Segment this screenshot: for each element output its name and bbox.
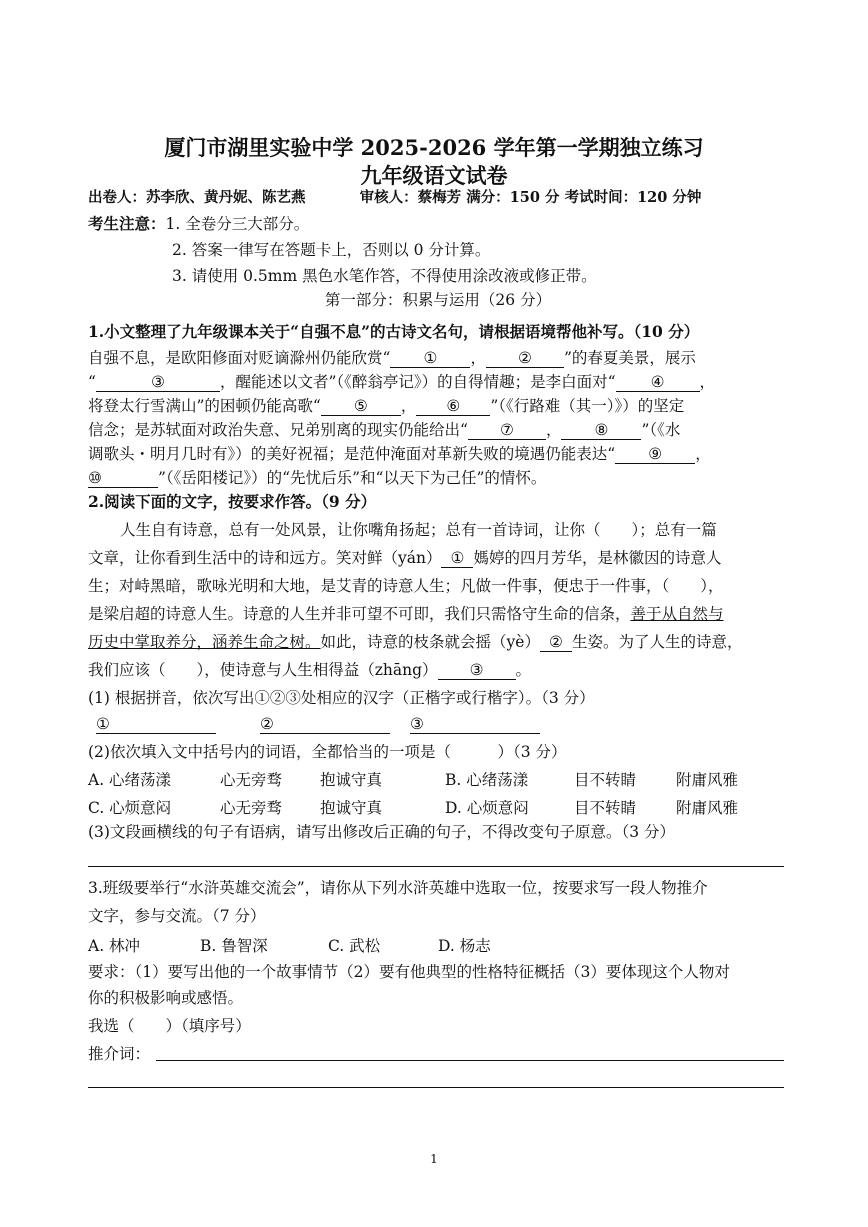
q3-requirement-2: 你的积极影响或感悟。 [88, 989, 244, 1007]
q1-line-6 [88, 468, 788, 488]
note-1: 1. 全卷分三大部分。 [165, 215, 310, 233]
q1-text: 将登太行雪满山”的困顿仍能高歌“ [88, 397, 321, 415]
option-d-3: 附庸风雅 [676, 799, 739, 817]
q3-stem-2: 文字，参与交流。（7 分） [88, 907, 266, 925]
exam-subtitle: 九年级语文试卷 [360, 163, 508, 188]
q1-text: 自强不息，是欧阳修面对贬谪滁州仍能欣赏“ [88, 349, 391, 367]
q1-line-2 [88, 372, 788, 392]
page-number: 1 [430, 1152, 438, 1166]
option-c-1: C. 心烦意闷 [88, 799, 172, 817]
q2-passage-1: 人生自有诗意，总有一处风景，让你嘴角扬起；总有一首诗词，让你（ ）；总有一篇 [120, 521, 717, 539]
option-a-1: A. 心绪荡漾 [88, 771, 172, 789]
q2-passage-4 [88, 604, 788, 624]
score: 满分：150 分 [466, 189, 560, 206]
choice-a: A. 林冲 [88, 937, 141, 955]
blank-2: ② [486, 349, 564, 368]
q1-line-4 [88, 420, 788, 440]
q1-text: ， [470, 349, 486, 367]
blank-1: ① [390, 349, 470, 368]
q2-passage-3: 生；对峙黑暗，歌咏光明和大地，是艾青的诗意人生；凡做一件事，便忠于一件事，（ ）， [88, 577, 724, 595]
option-b-1: B. 心绪荡漾 [445, 771, 529, 789]
option-b-2: 目不转睛 [574, 771, 637, 789]
q2-stem: 2.阅读下面的文字，按要求作答。（9 分） [88, 492, 377, 511]
option-c-3: 抱诚守真 [320, 799, 383, 817]
q1-text: ，醒能述以文者”（《醉翁亭记》）的自得情趣；是李白面对“ [219, 373, 616, 391]
option-c-2: 心无旁骛 [220, 799, 283, 817]
answer-line-2: ② [260, 715, 390, 734]
q2-blank-1: ① [441, 549, 473, 568]
q2-text: 我们应该（ ），使诗意与人生相得益（zhāng） [88, 661, 438, 679]
exam-meta [88, 188, 788, 208]
q1-text: ”的春夏美景，展示 [563, 349, 696, 367]
exam-time: 考试时间：120 分钟 [564, 189, 702, 206]
note-2: 2. 答案一律写在答题卡上，否则以 0 分计算。 [172, 241, 491, 259]
notes-1 [88, 214, 788, 234]
q2-passage-5 [88, 632, 788, 652]
q2-passage-2 [88, 548, 788, 568]
blank-9: ⑨ [615, 445, 695, 464]
q1-text: ”（《行路难（其一）》）的坚定 [490, 397, 685, 415]
blank-6: ⑥ [416, 397, 490, 416]
q1-text: ， [695, 445, 711, 463]
blank-5: ⑤ [321, 397, 401, 416]
q3-requirement-1: 要求：（1）要写出他的一个故事情节（2）要有他典型的性格特征概括（3）要体现这个人物对 [88, 963, 730, 981]
q1-line-3 [88, 396, 788, 416]
q1-stem: 1.小文整理了九年级课本关于“自强不息”的古诗文名句，请根据语境帮他补写。（10 分） [88, 322, 700, 341]
q1-text: “ [88, 373, 96, 391]
answer-rule-2 [156, 1060, 784, 1061]
blank-10: ⑩ [88, 469, 158, 488]
answer-rule-1 [88, 866, 784, 867]
q1-text: ， [545, 421, 562, 439]
option-d-1: D. 心烦意闷 [445, 799, 529, 817]
q2-text: 文章，让你看到生活中的诗和远方。笑对鲜（yán） [88, 549, 442, 567]
q2-text: 生姿。为了人生的诗意， [571, 633, 743, 651]
choice-b: B. 鲁智深 [200, 937, 268, 955]
answer-rule-3 [88, 1087, 784, 1088]
choice-d: D. 杨志 [438, 937, 491, 955]
blank-4: ④ [616, 373, 700, 392]
q3-stem-1: 3.班级要举行“水浒英雄交流会”，请你从下列水浒英雄中选取一位，按要求写一段人物推介 [88, 879, 708, 897]
part1-heading: 第一部分：积累与运用（26 分） [324, 291, 552, 309]
reviewer: 审核人：蔡梅芳 [359, 189, 462, 206]
q1-text: 信念；是苏轼面对政治失意、兄弟别离的现实仍能给出“ [88, 421, 468, 439]
q2-blank-2: ② [540, 633, 572, 652]
choice-c: C. 武松 [328, 937, 381, 955]
blank-3: ③ [96, 373, 220, 392]
option-d-2: 目不转睛 [574, 799, 637, 817]
notes-label: 考生注意： [88, 214, 166, 233]
q1-text: 调歌头・明月几时有》）的美好祝福；是范仲淹面对革新失败的境遇仍能表达“ [88, 445, 616, 463]
q2-text: 媽婷的四月芳华，是林徽因的诗意人 [473, 549, 722, 567]
answer-line-1: ① [96, 715, 216, 734]
q2-sub-1: (1) 根据拼音，依次写出①②③处相应的汉字（正楷字或行楷字）。（3 分） [88, 689, 595, 707]
q1-line-5 [88, 444, 788, 464]
q1-text: ”（《岳阳楼记》）的“先忧后乐”和“以天下为己任”的情怀。 [158, 469, 547, 487]
q2-text: 。 [515, 661, 532, 679]
q2-sub-3: (3)文段画横线的句子有语病，请写出修改后正确的句子，不得改变句子原意。（3 分） [88, 823, 675, 841]
option-b-3: 附庸风雅 [676, 771, 739, 789]
q2-text: 如此，诗意的枝条就会摇（yè） [320, 633, 540, 651]
option-a-2: 心无旁骛 [220, 771, 283, 789]
answer-line-3: ③ [410, 715, 540, 734]
q2-underlined-2: 历史中掌取养分，涵养生命之树。 [88, 633, 321, 651]
q3-recommend-label: 推介词： [88, 1045, 151, 1063]
exam-title: 厦门市湖里实验中学 2025-2026 学年第一学期独立练习 [164, 135, 704, 160]
authors: 出卷人：苏李欣、黄丹妮、陈艺燕 [88, 189, 306, 206]
q2-blank-3: ③ [438, 661, 516, 680]
q2-passage-6 [88, 660, 788, 680]
blank-8: ⑧ [561, 421, 641, 440]
note-3: 3. 请使用 0.5mm 黑色水笔作答，不得使用涂改液或修正带。 [172, 267, 597, 285]
q1-text: ”（《水 [641, 421, 681, 439]
q2-text: 是梁启超的诗意人生。诗意的人生并非可望不可即，我们只需恪守生命的信条， [88, 605, 631, 623]
q1-text: ， [699, 373, 716, 391]
q2-answer-row [96, 714, 796, 734]
option-a-3: 抱诚守真 [320, 771, 383, 789]
q1-line-1 [88, 348, 788, 368]
q2-underlined-1: 善于从自然与 [630, 605, 724, 623]
blank-7: ⑦ [468, 421, 546, 440]
q3-select: 我选（ ）（填序号） [88, 1017, 251, 1035]
q2-sub-2: (2)依次填入文中括号内的词语，全都恰当的一项是（ ）（3 分） [88, 743, 567, 761]
q1-text: ， [400, 397, 417, 415]
